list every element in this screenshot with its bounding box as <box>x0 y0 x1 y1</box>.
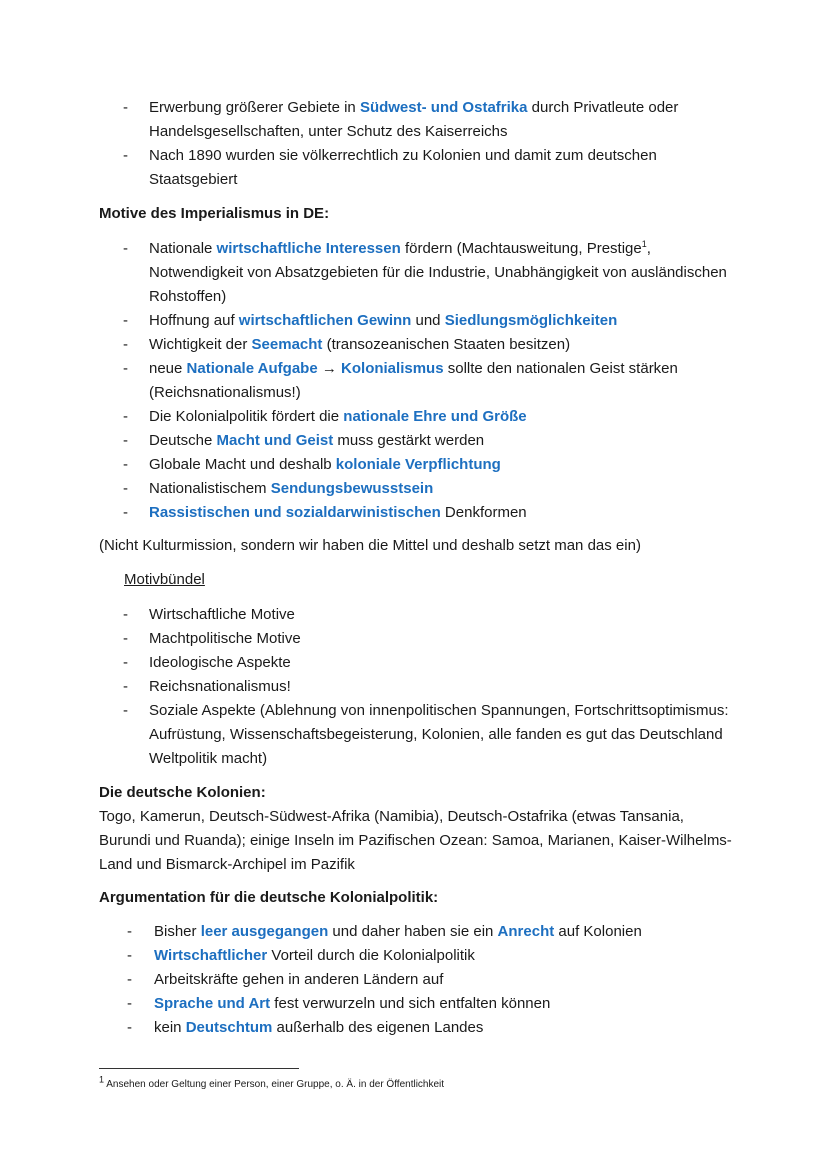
list-item <box>99 944 739 968</box>
highlighted-term: Nationale Aufgabe <box>186 360 318 377</box>
motivbuendel-section <box>99 603 739 771</box>
list-item-text: Vorteil durch die Kolonialpolitik <box>267 947 475 964</box>
list-item-text: Wirtschaftliche Motive <box>149 606 295 623</box>
motivbuendel-label <box>124 568 764 592</box>
list-item <box>99 429 739 453</box>
intro-list <box>99 96 739 192</box>
list-item-text: Deutsche <box>149 432 217 449</box>
list-item-text: kein <box>154 1019 186 1036</box>
list-item <box>99 651 739 675</box>
list-item-text: fest verwurzeln und sich entfalten können <box>270 995 551 1012</box>
motive-section <box>99 237 739 525</box>
list-item-text: Ideologische Aspekte <box>149 654 291 671</box>
list-item-text: Erwerbung größerer Gebiete in <box>149 99 360 116</box>
list-item-text: und daher haben sie ein <box>328 923 498 940</box>
list-item <box>99 675 739 699</box>
list-item-text: Denkformen <box>440 504 527 521</box>
highlighted-term: Siedlungsmöglichkeiten <box>444 312 618 329</box>
kolonien-text: Togo, Kamerun, Deutsch-Südwest-Afrika (Namibia), Deutsch-Ostafrika (etwas Tansania, Burundi und Ruanda); einige Inseln im Pazifischen Ozean: Samoa, Marianen, Kaiser-Wilhelms-Land und Bismarck-Archipel im Pazifik <box>99 808 732 873</box>
motivbuendel-label-text: Motivbündel <box>124 571 205 588</box>
intro-section <box>99 96 739 192</box>
list-item <box>99 699 739 771</box>
list-item-text: Reichsnationalismus! <box>149 678 291 695</box>
footnote-ref: 1 <box>641 239 647 249</box>
motive-note: (Nicht Kulturmission, sondern wir haben die Mittel und deshalb setzt man das ein) <box>99 537 641 554</box>
argumentation-list <box>99 920 739 1040</box>
highlighted-term: Wirtschaftlicher <box>154 947 268 964</box>
motivbuendel-list <box>99 603 739 771</box>
list-item <box>99 627 739 651</box>
argumentation-section <box>99 920 739 1040</box>
list-item <box>99 603 739 627</box>
list-item-text: durch Privatleute oder Handelsgesellschaften, unter Schutz des Kaiserreichs <box>149 99 679 140</box>
list-item-text: muss gestärkt werden <box>333 432 485 449</box>
list-item <box>99 992 739 1016</box>
list-item <box>99 501 739 525</box>
list-item <box>99 477 739 501</box>
highlighted-term: leer ausgegangen <box>200 923 329 940</box>
list-item <box>99 920 739 944</box>
list-item-text: Hoffnung auf <box>149 312 239 329</box>
highlighted-term: Rassistischen und sozialdarwinistischen <box>149 504 441 521</box>
highlighted-term: Sprache und Art <box>154 995 271 1012</box>
list-item-text: Die Kolonialpolitik fördert die <box>149 408 344 425</box>
list-item-text: Machtpolitische Motive <box>149 630 301 647</box>
kolonien-heading: Die deutsche Kolonien: <box>99 784 266 801</box>
list-item <box>99 968 739 992</box>
list-item-text: außerhalb des eigenen Landes <box>272 1019 484 1036</box>
list-item <box>99 1016 739 1040</box>
highlighted-term: Anrecht <box>497 923 555 940</box>
motive-heading: Motive des Imperialismus in DE: <box>99 205 330 222</box>
highlighted-term: wirtschaftlichen Gewinn <box>238 312 412 329</box>
highlighted-term: koloniale Verpflichtung <box>335 456 501 473</box>
list-item <box>99 357 739 405</box>
list-item-text: Nach 1890 wurden sie völkerrechtlich zu Kolonien und damit zum deutschen Staatsgebiert <box>149 147 657 188</box>
list-item-text: Nationalistischem <box>149 480 271 497</box>
list-item <box>99 453 739 477</box>
list-item-text: (transozeanischen Staaten besitzen) <box>322 336 571 353</box>
argumentation-heading: Argumentation für die deutsche Kolonialpolitik: <box>99 889 439 906</box>
highlighted-term: wirtschaftliche Interessen <box>216 240 401 257</box>
footnote-marker: 1 <box>99 1074 105 1085</box>
footnote-text: Ansehen oder Geltung einer Person, einer Gruppe, o. Ä. in der Öffentlichkeit <box>106 1079 445 1090</box>
highlighted-term: Deutschtum <box>185 1019 273 1036</box>
highlighted-term: nationale Ehre und Größe <box>343 408 527 425</box>
list-item-text: Wichtigkeit der <box>149 336 252 353</box>
motive-list <box>99 237 739 525</box>
list-item-text: sollte den nationalen Geist stärken (Reichsnationalismus!) <box>149 360 678 401</box>
highlighted-term: Sendungsbewusstsein <box>270 480 434 497</box>
list-item-text: , Notwendigkeit von Absatzgebieten für die Industrie, Unabhängigkeit von ausländischen Rohstoffen) <box>149 240 727 305</box>
list-item-text: Arbeitskräfte gehen in anderen Ländern auf <box>154 971 444 988</box>
list-item <box>99 405 739 429</box>
highlighted-term: Macht und Geist <box>216 432 334 449</box>
list-item-text: und <box>411 312 445 329</box>
list-item <box>99 144 739 192</box>
list-item-text: → <box>317 360 342 377</box>
list-item-text: Bisher <box>154 923 201 940</box>
list-item <box>99 309 739 333</box>
list-item-text: neue <box>149 360 187 377</box>
highlighted-term: Kolonialismus <box>341 360 444 377</box>
list-item-text: Soziale Aspekte (Ablehnung von innenpolitischen Spannungen, Fortschrittsoptimismus: Aufrüstung, Wissenschaftsbegeisterung, Kolonien, alle fanden es gut das Deutschland Weltpolitik macht) <box>149 702 729 767</box>
list-item-text: auf Kolonien <box>554 923 642 940</box>
highlighted-term: Seemacht <box>251 336 323 353</box>
footnote-rule <box>99 1068 299 1069</box>
list-item <box>99 237 739 309</box>
list-item-text: Globale Macht und deshalb <box>149 456 336 473</box>
footnote <box>99 1074 445 1092</box>
highlighted-term: Südwest- und Ostafrika <box>359 99 528 116</box>
list-item-text: fördern (Machtausweitung, Prestige <box>400 240 642 257</box>
list-item <box>99 96 739 144</box>
list-item-text: Nationale <box>149 240 217 257</box>
list-item <box>99 333 739 357</box>
